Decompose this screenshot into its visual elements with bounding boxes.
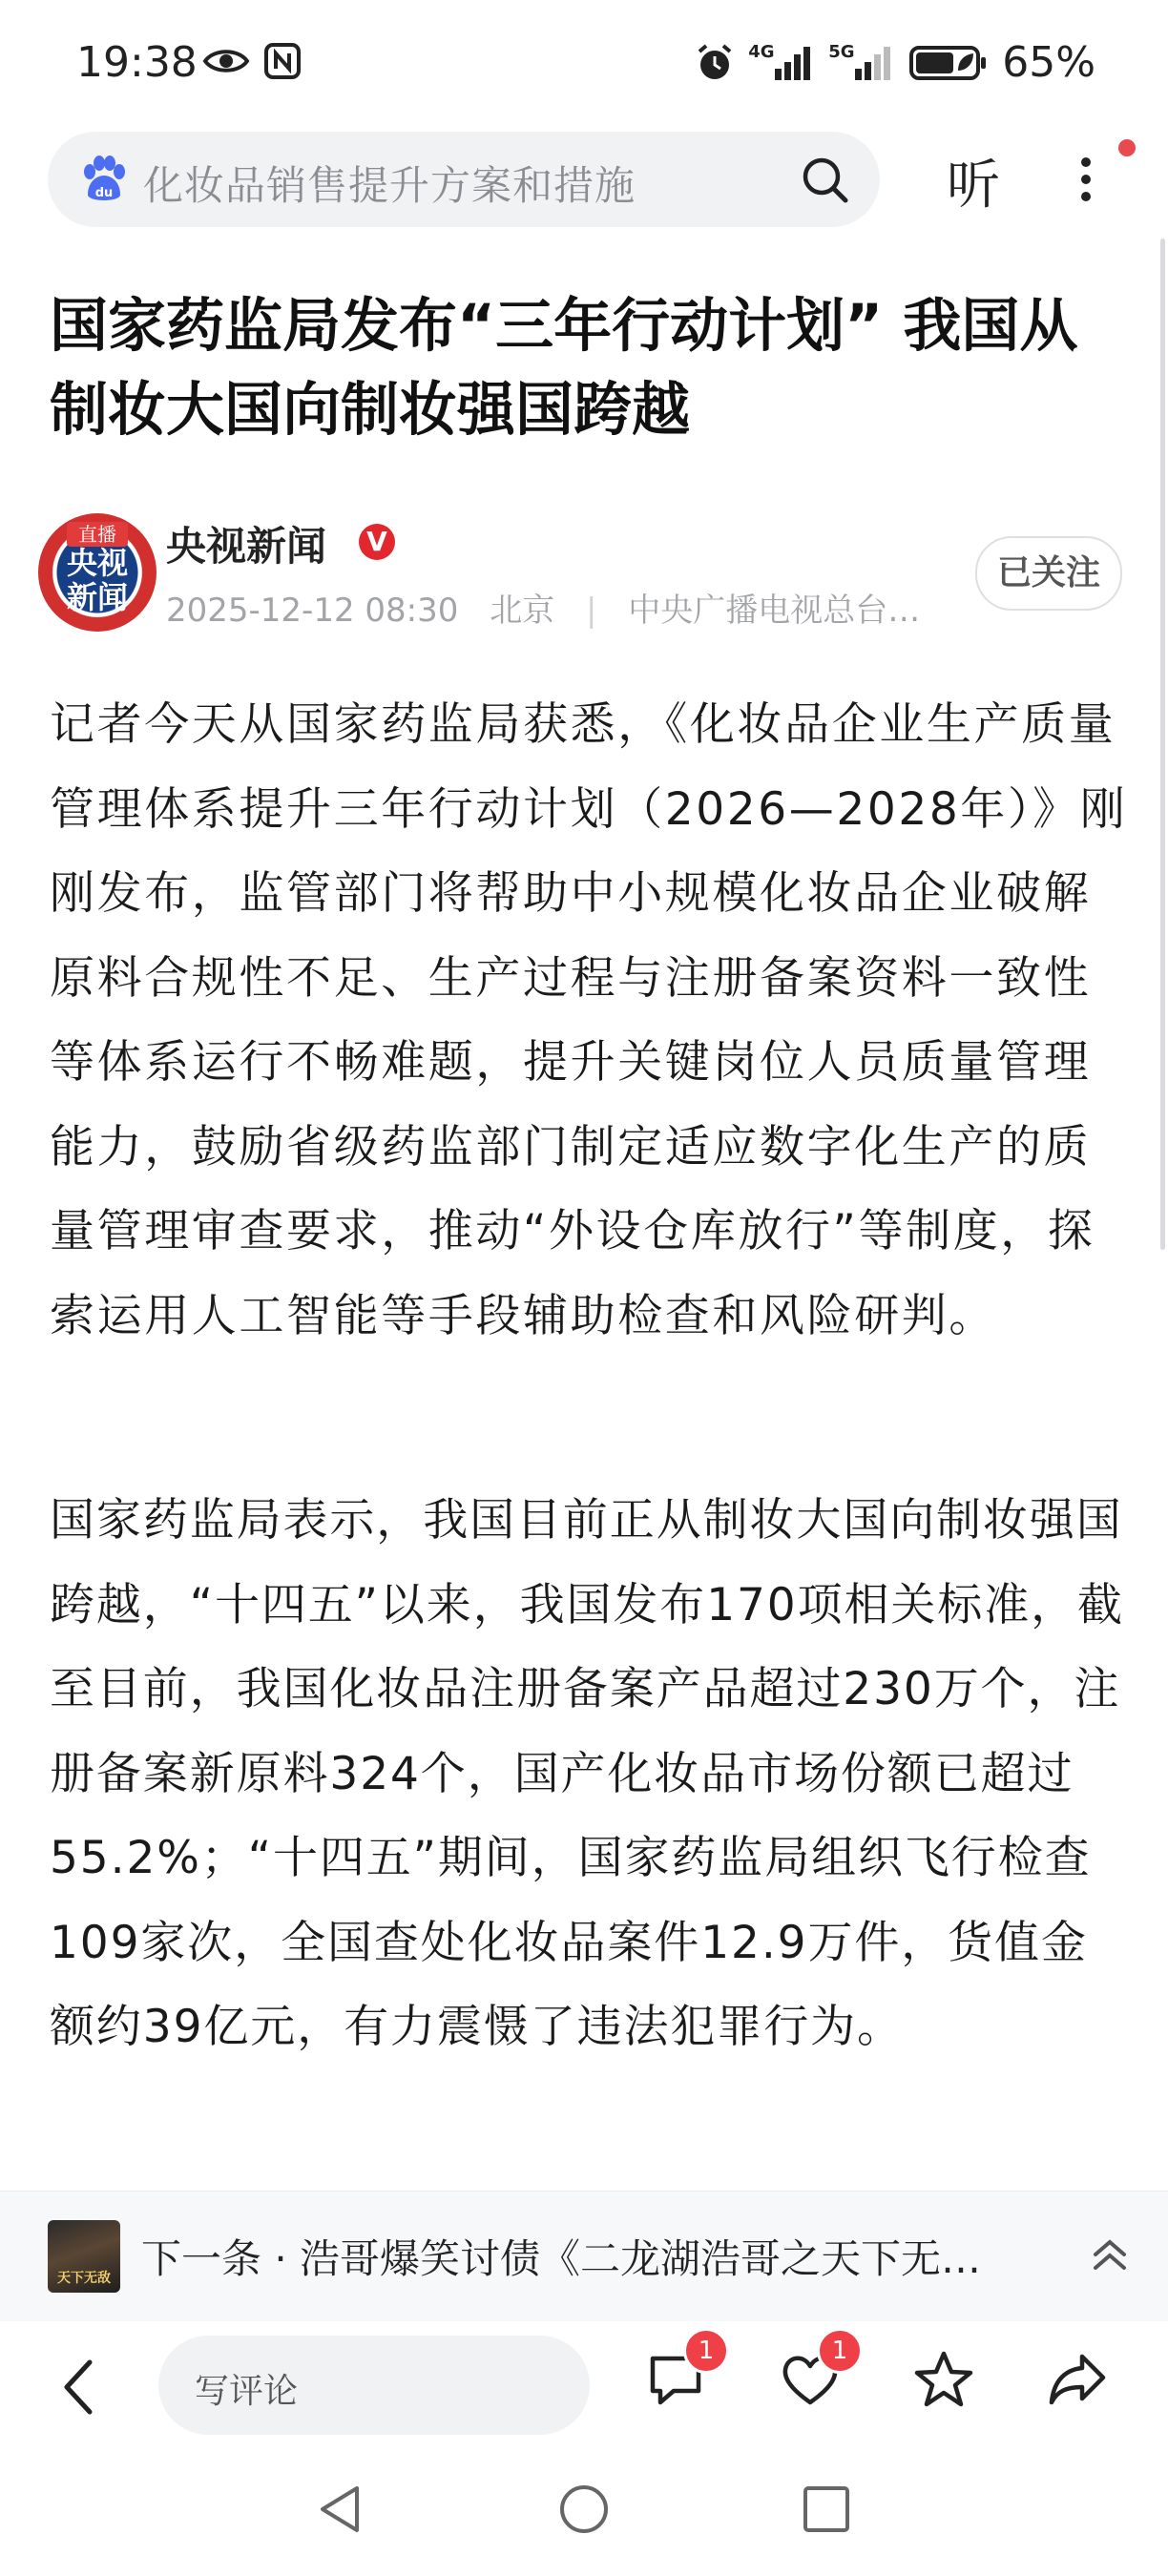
follow-button[interactable]: 已关注 [975, 536, 1122, 611]
more-icon[interactable] [1073, 153, 1111, 210]
avatar-live-badge: 直播 [67, 522, 128, 547]
avatar-logo-text: 央视新闻 [66, 545, 128, 615]
next-thumbnail-caption: 天下无敌 [57, 2271, 111, 2286]
signal-5g [828, 42, 895, 84]
search-bar[interactable] [48, 132, 880, 227]
network-4g-label: 4G [748, 41, 775, 62]
nfc-icon [263, 42, 302, 80]
battery-percent: 65% [1002, 38, 1095, 87]
signal-4g [748, 42, 815, 84]
status-time: 19:38 [76, 38, 198, 87]
meta-divider: | [586, 592, 597, 630]
share-icon[interactable] [1046, 2349, 1109, 2410]
comment-count-badge: 1 [683, 2328, 729, 2374]
article-title: 国家药监局发布“三年行动计划” 我国从制妆大国向制妆强国跨越 [50, 292, 1078, 444]
author-name[interactable]: 央视新闻 [166, 523, 327, 570]
eye-icon [202, 45, 250, 77]
back-icon[interactable] [57, 2357, 99, 2418]
nav-recents-icon[interactable] [800, 2481, 853, 2538]
source-name: 中央广播电视总台… [628, 592, 921, 630]
publish-location: 北京 [490, 592, 555, 630]
baidu-paw-icon [76, 153, 130, 206]
comment-input[interactable] [158, 2336, 590, 2435]
signal-icon [748, 42, 815, 84]
nav-home-icon[interactable] [555, 2481, 613, 2538]
status-bar [0, 0, 1168, 126]
article-paragraph: 记者今天从国家药监局获悉，《化妆品企业生产质量管理体系提升三年行动计划（2026—2028年）》刚刚发布，监管部门将帮助中小规模化妆品企业破解原料合规性不足、生产过程与注册备案资料一致性等体系运行不畅难题，提升关键岗位人员质量管理能力，鼓励省级药监部门制定适应数字化生产的质量管理审查要求，推动“外设仓库放行”等制度，探索运用人工智能等手段辅助检查和风险研判。 [50, 698, 1128, 1342]
search-input[interactable]: 化妆品销售提升方案和措施 [143, 162, 636, 209]
article-paragraph: 国家药监局表示，我国目前正从制妆大国向制妆强国跨越，“十四五”以来，我国发布170项相关标准，截至目前，我国化妆品注册备案产品超过230万个，注册备案新原料324个，国产化妆品市场份额已超过55.2%；“十四五”期间，国家药监局组织飞行检查109家次，全国查处化妆品案件12.9万件，货值金额约39亿元，有力震慑了违法犯罪行为。 [50, 1494, 1124, 2053]
network-5g-label: 5G [828, 41, 855, 62]
verified-badge: V [359, 524, 395, 560]
star-icon[interactable] [912, 2349, 975, 2410]
next-article-title[interactable]: 下一条 · 浩哥爆笑讨债《二龙湖浩哥之天下无… [141, 2235, 982, 2282]
chevron-up-icon[interactable] [1088, 2233, 1132, 2277]
svg-text:du: du [94, 186, 114, 200]
nav-back-icon[interactable] [313, 2481, 366, 2538]
alarm-icon [695, 43, 735, 83]
article-meta [166, 584, 941, 631]
battery-icon [908, 42, 989, 84]
like-count-badge: 1 [817, 2328, 863, 2374]
notification-dot [1118, 139, 1136, 156]
comment-placeholder: 写评论 [195, 2372, 299, 2411]
signal-icon [828, 42, 895, 84]
next-article-bar[interactable] [0, 2191, 1168, 2321]
search-icon[interactable] [798, 153, 851, 206]
listen-button[interactable]: 听 [947, 155, 1000, 217]
scrollbar[interactable] [1160, 239, 1165, 1250]
publish-date: 2025-12-12 08:30 [166, 592, 459, 630]
